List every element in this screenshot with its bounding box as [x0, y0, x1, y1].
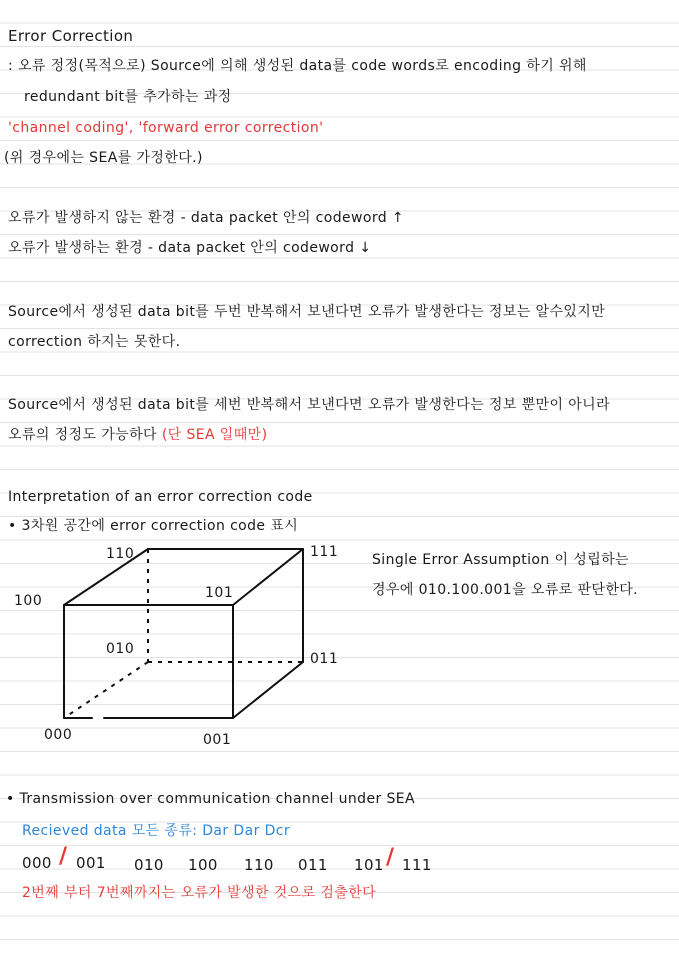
env-error: 오류가 발생하는 환경 - data packet 안의 codeword ↓ [8, 240, 372, 256]
vertex-label-000: 000 [44, 727, 73, 743]
code-010: 010 [134, 856, 164, 874]
received-data-line: Recieved data 모든 종류: Dar Dar Dcr [22, 823, 291, 839]
para-two-line-2: correction 하지는 못한다. [8, 334, 181, 350]
para-three-line-1: Source에서 생성된 data bit를 세번 반복해서 보낸다면 오류가 발생한다는 정보 뿐만이 아니라 [8, 397, 611, 413]
transmission-conclusion: 2번째 부터 7번째까지는 오류가 발생한 것으로 검출한다 [22, 885, 377, 901]
vertex-label-010: 010 [106, 641, 135, 657]
definition-terms: 'channel coding', 'forward error correction' [8, 120, 324, 136]
interpretation-bullet: • 3차원 공간에 error correction code 표시 [8, 518, 299, 534]
code-101: 101 [354, 856, 384, 874]
para-three-line-2-red: (단 SEA 일때만) [161, 427, 268, 443]
code-110: 110 [244, 856, 274, 874]
definition-note: (위 경우에는 SEA를 가정한다.) [4, 150, 203, 166]
code-001: 001 [76, 854, 106, 872]
vertex-label-110: 110 [106, 546, 135, 562]
vertex-label-011: 011 [310, 651, 339, 667]
cube-edge-depth-bottom-right [233, 662, 303, 718]
definition-line-2: redundant bit를 추가하는 과정 [24, 89, 232, 105]
side-note-line-2: 경우에 010.100.001을 오류로 판단한다. [372, 582, 639, 598]
code-011: 011 [298, 856, 328, 874]
vertex-label-101: 101 [205, 585, 234, 601]
side-note-line-1: Single Error Assumption 이 성립하는 [372, 552, 629, 568]
cube-hidden-edge-depth [64, 662, 148, 718]
code-100: 100 [188, 856, 218, 874]
cube-edge-depth-top-right [233, 549, 303, 605]
code-111: 111 [402, 856, 432, 874]
vertex-label-100: 100 [14, 593, 43, 609]
slash-mark-1: / [59, 844, 68, 869]
para-three-line-2-text: 오류의 정정도 가능하다 [8, 427, 157, 443]
page-title: Error Correction [8, 27, 134, 45]
definition-line-1: : 오류 정정(목적으로) Source에 의해 생성된 data를 code words로 encoding 하기 위해 [8, 58, 587, 74]
para-two-line-1: Source에서 생성된 data bit를 두번 반복해서 보낸다면 오류가 발생한다는 정보는 알수있지만 [8, 304, 606, 320]
vertex-label-001: 001 [203, 732, 232, 748]
transmission-heading: • Transmission over communication channel under SEA [6, 791, 415, 807]
vertex-label-111: 111 [310, 544, 339, 560]
env-no-error: 오류가 발생하지 않는 환경 - data packet 안의 codeword ↑ [8, 210, 405, 226]
code-000: 000 [22, 854, 52, 872]
interpretation-heading: Interpretation of an error correction code [8, 489, 313, 505]
slash-mark-2: / [386, 845, 395, 870]
